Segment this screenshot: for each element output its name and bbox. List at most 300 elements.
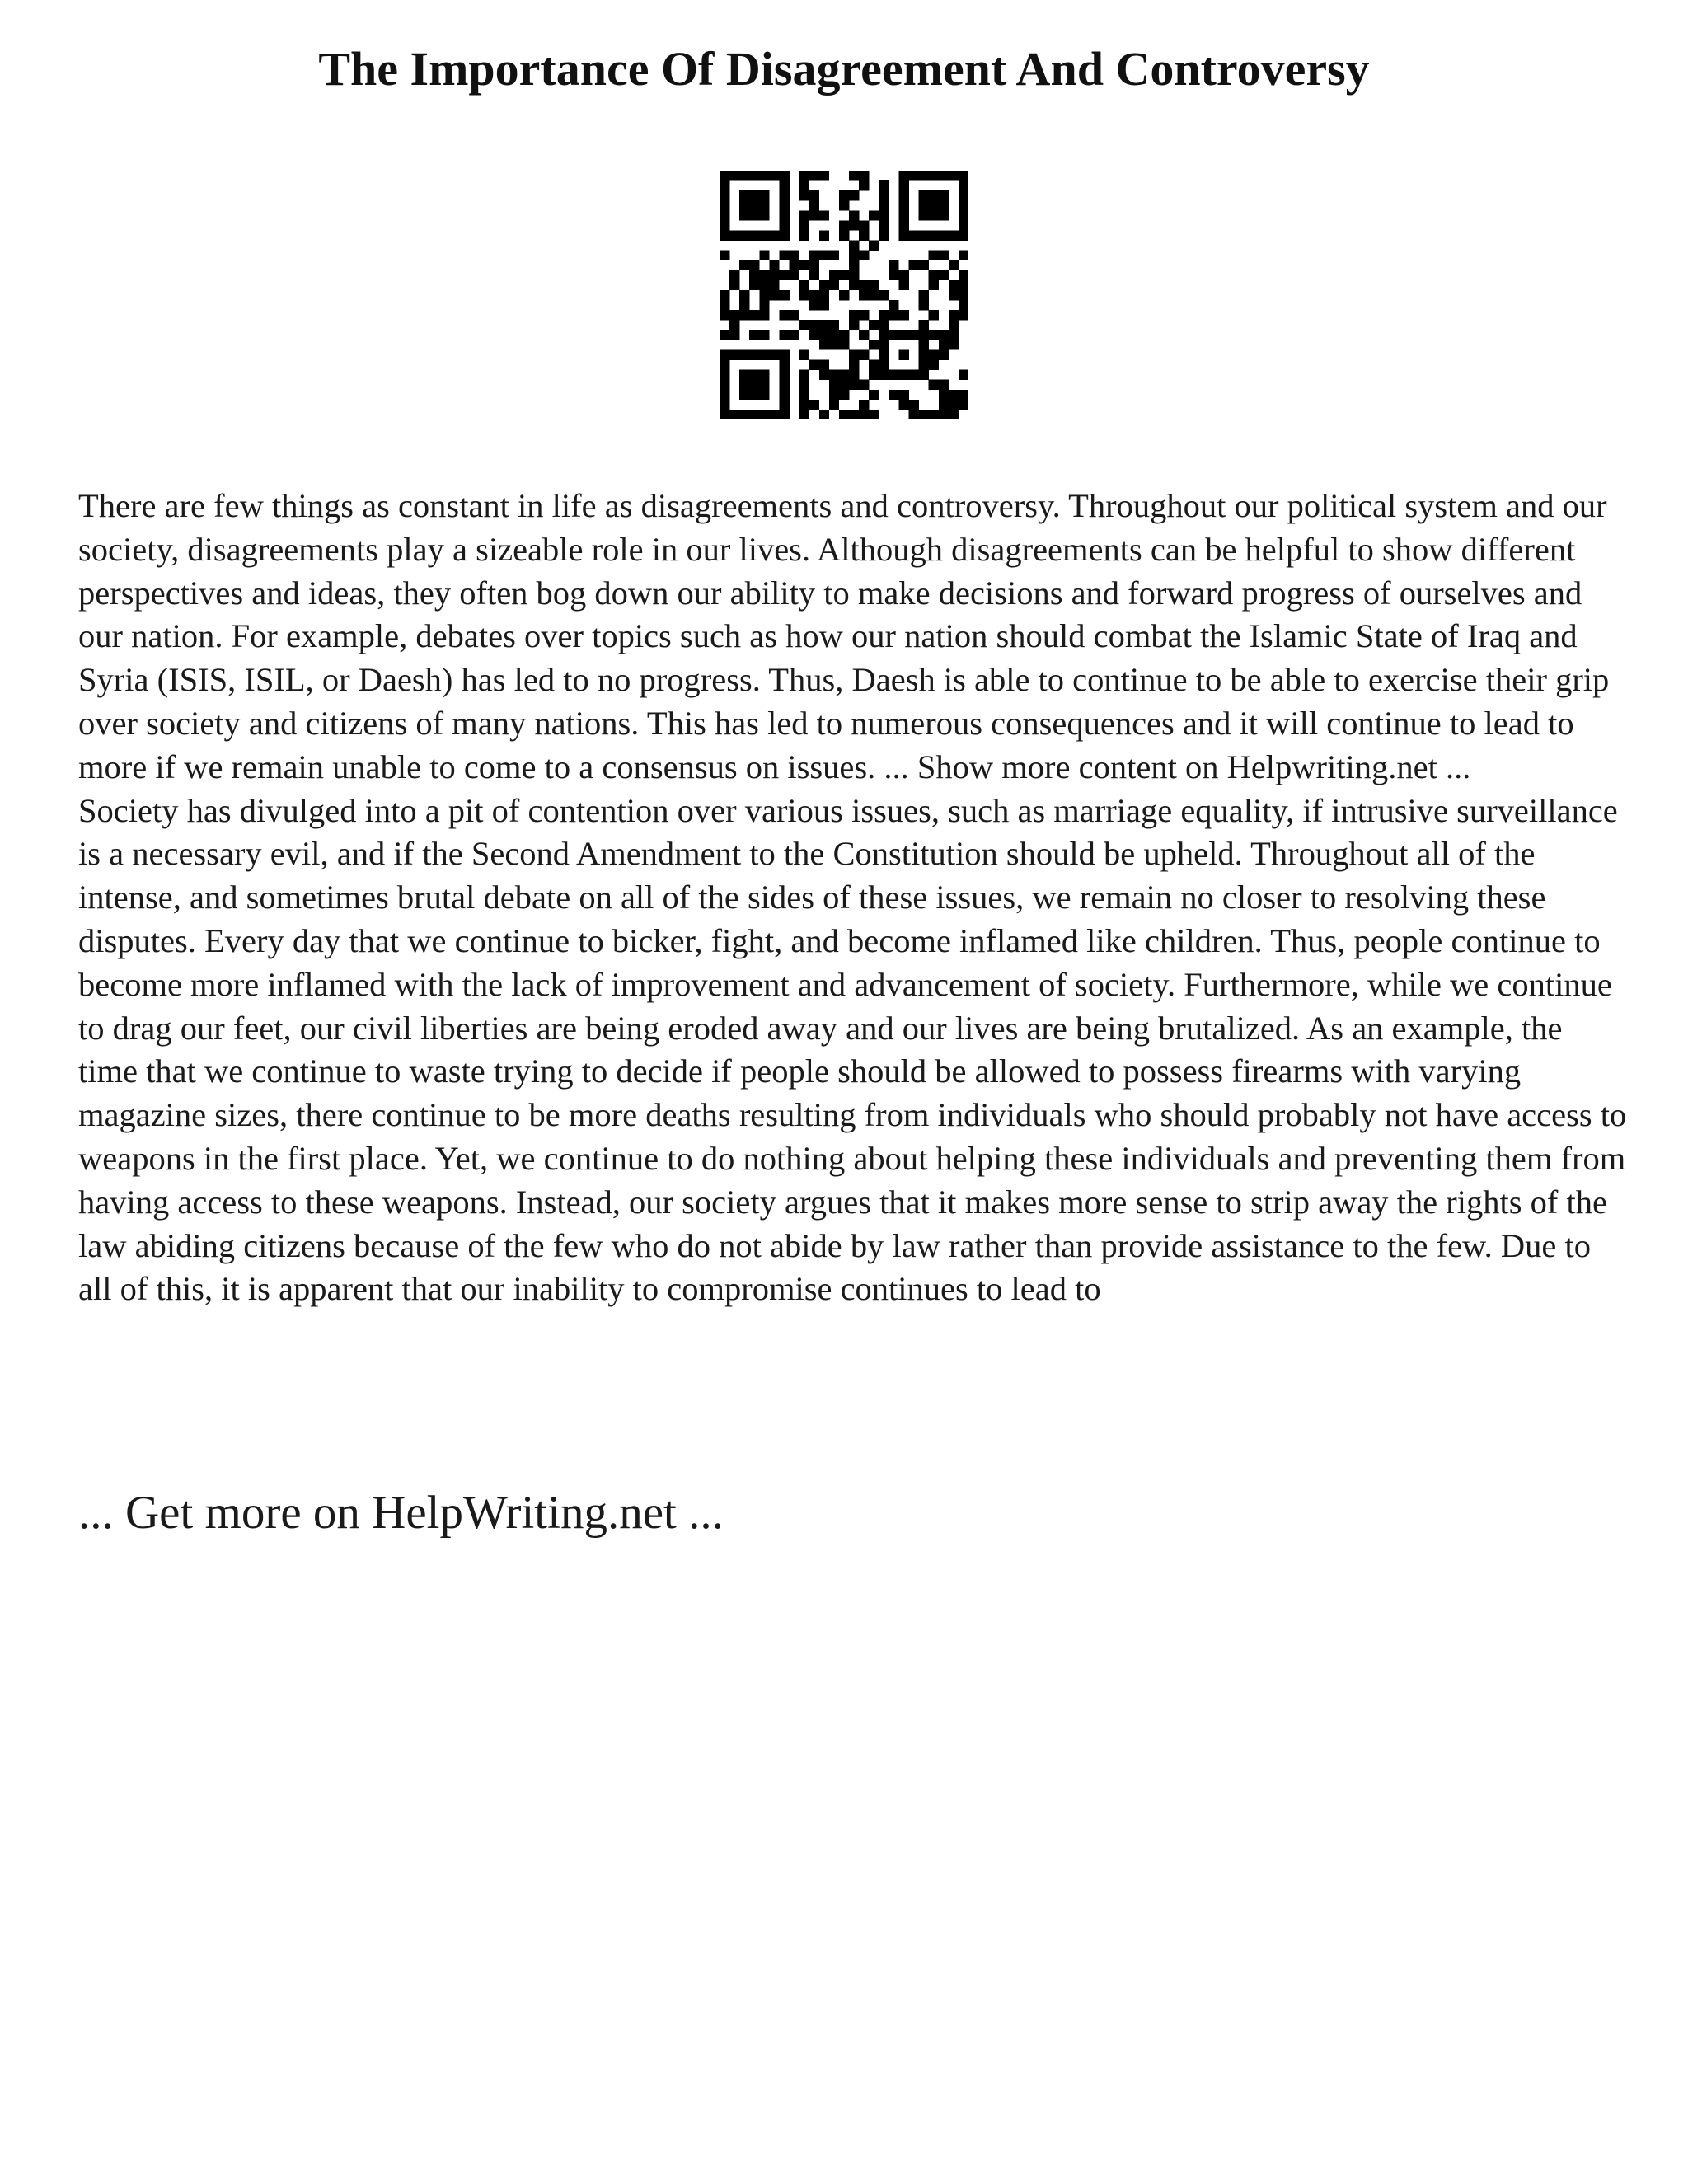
qr-module xyxy=(939,349,949,359)
qr-module xyxy=(809,190,819,200)
qr-module xyxy=(849,310,859,320)
qr-module xyxy=(779,360,789,370)
qr-module xyxy=(790,330,799,340)
qr-module xyxy=(929,310,939,320)
qr-module xyxy=(759,390,769,400)
qr-module xyxy=(809,251,819,260)
qr-module xyxy=(829,340,839,349)
qr-module xyxy=(859,330,869,340)
qr-module xyxy=(739,190,749,200)
qr-module xyxy=(949,171,959,180)
qr-module xyxy=(879,220,889,230)
qr-module xyxy=(869,241,879,251)
qr-module xyxy=(759,370,769,380)
qr-module xyxy=(720,200,729,210)
qr-module xyxy=(909,410,919,419)
qr-module xyxy=(898,220,908,230)
qr-module xyxy=(959,180,968,190)
qr-module xyxy=(779,290,789,300)
qr-module xyxy=(819,171,829,180)
qr-module xyxy=(759,210,769,220)
page-title: The Importance Of Disagreement And Controversy xyxy=(318,42,1370,96)
qr-module xyxy=(869,410,879,419)
qr-module xyxy=(720,380,729,390)
qr-module xyxy=(809,320,819,330)
qr-module xyxy=(769,270,779,280)
qr-module xyxy=(739,390,749,400)
qr-module xyxy=(739,230,749,240)
article-paragraph-2: Society has divulged into a pit of contention over various issues, such as marriage equality, if intrusive surveillance is a necessary evil, and if the Second Amendment to the Constitution should be upheld. Throughout all of the intense, and sometimes brutal debate on all of the sides of these issues, we remain no closer to resolving these disputes. Every day that we continue to bicker, fight, and become inflamed like children. Thus, people continue to become more inflamed with the lack of improvement and advancement of society. Furthermore, while we continue to drag our feet, our civil liberties are being eroded away and our lives are being brutalized. As an example, the time that we continue to waste trying to decide if people should be allowed to possess firearms with varying magazine sizes, there continue to be more deaths resulting from individuals who should probably not have access to weapons in the first place. Yet, we continue to do nothing about helping these individuals and preventing them from having access to these weapons. Instead, our society argues that it makes more sense to strip away the rights of the law abiding citizens because of the few who do not abide by law rather than provide assistance to the few. Due to all of this, it is apparent that our inability to compromise continues to lead to xyxy=(78,791,1627,1308)
qr-module xyxy=(959,300,968,310)
qr-module xyxy=(829,280,839,290)
qr-module xyxy=(939,210,949,220)
qr-module xyxy=(769,290,779,300)
qr-module xyxy=(919,349,929,359)
qr-module xyxy=(919,171,929,180)
qr-module xyxy=(759,410,769,419)
qr-module xyxy=(779,390,789,400)
qr-module xyxy=(898,210,908,220)
qr-module xyxy=(839,190,849,200)
qr-module xyxy=(799,190,809,200)
qr-module xyxy=(889,330,898,340)
qr-module xyxy=(779,200,789,210)
qr-module xyxy=(898,349,908,359)
qr-module xyxy=(809,300,819,310)
qr-module xyxy=(889,390,898,400)
qr-module xyxy=(729,330,739,340)
qr-module xyxy=(779,220,789,230)
qr-module xyxy=(779,380,789,390)
qr-module xyxy=(759,230,769,240)
qr-module xyxy=(849,349,859,359)
qr-module xyxy=(919,200,929,210)
qr-module xyxy=(729,171,739,180)
qr-module xyxy=(829,390,839,400)
qr-module xyxy=(769,260,779,270)
qr-module xyxy=(929,210,939,220)
qr-module xyxy=(720,220,729,230)
qr-module xyxy=(939,230,949,240)
qr-module xyxy=(829,370,839,380)
qr-module xyxy=(959,270,968,280)
qr-module xyxy=(849,260,859,270)
qr-module xyxy=(720,330,729,340)
qr-module xyxy=(879,320,889,330)
qr-module xyxy=(959,310,968,320)
qr-module xyxy=(790,310,799,320)
qr-module xyxy=(749,270,759,280)
qr-module xyxy=(849,190,859,200)
qr-module xyxy=(949,390,959,400)
qr-module xyxy=(919,290,929,300)
qr-module xyxy=(898,390,908,400)
qr-module xyxy=(790,260,799,270)
qr-module xyxy=(889,260,898,270)
qr-module xyxy=(949,260,959,270)
qr-module xyxy=(949,410,959,419)
qr-module xyxy=(720,410,729,419)
qr-module xyxy=(749,380,759,390)
qr-module xyxy=(939,171,949,180)
qr-module xyxy=(799,320,809,330)
qr-module xyxy=(720,300,729,310)
qr-module xyxy=(949,340,959,349)
qr-module xyxy=(739,349,749,359)
qr-module xyxy=(919,230,929,240)
qr-module xyxy=(929,190,939,200)
qr-module xyxy=(769,171,779,180)
qr-module xyxy=(959,390,968,400)
qr-module xyxy=(749,200,759,210)
qr-module xyxy=(939,400,949,410)
qr-module xyxy=(959,200,968,210)
qr-module xyxy=(720,230,729,240)
qr-module xyxy=(898,190,908,200)
qr-module xyxy=(809,171,819,180)
qr-module xyxy=(720,251,729,260)
qr-module xyxy=(859,349,869,359)
qr-module xyxy=(849,220,859,230)
article-paragraph-1: There are few things as constant in life as disagreements and controversy. Throughout our political system and our society, disagreements play a sizeable role in our lives. Although disagreements can be helpful to show different perspectives and ideas, they often bog down our ability to make decisions and forward progress of ourselves and our nation. For example, debates over topics such as how our nation should combat the Islamic State of Iraq and Syria (ISIS, ISIL, or Daesh) has led to no progress. Thus, Daesh is able to continue to be able to exercise their grip over society and citizens of many nations. This has led to numerous consequences and it will continue to lead to more if we remain unable to come to a consensus on issues. ... Show more content on Helpwriting.net ... xyxy=(78,487,1610,785)
qr-module xyxy=(898,370,908,380)
qr-module xyxy=(949,320,959,330)
qr-module xyxy=(720,349,729,359)
qr-module xyxy=(779,370,789,380)
qr-module xyxy=(959,370,968,380)
qr-module xyxy=(929,380,939,390)
qr-module xyxy=(819,230,829,240)
qr-module xyxy=(919,370,929,380)
qr-module xyxy=(959,171,968,180)
qr-module xyxy=(889,300,898,310)
qr-module xyxy=(809,260,819,270)
qr-module xyxy=(749,370,759,380)
qr-module xyxy=(720,390,729,400)
qr-module xyxy=(869,320,879,330)
qr-module xyxy=(898,230,908,240)
qr-module xyxy=(759,290,769,300)
qr-module xyxy=(849,410,859,419)
qr-module xyxy=(919,190,929,200)
qr-module xyxy=(859,290,869,300)
qr-module xyxy=(909,171,919,180)
qr-module xyxy=(729,230,739,240)
qr-module xyxy=(929,270,939,280)
qr-module xyxy=(879,230,889,240)
qr-module xyxy=(909,330,919,340)
qr-module xyxy=(759,330,769,340)
qr-module xyxy=(879,310,889,320)
qr-module xyxy=(949,290,959,300)
qr-module xyxy=(859,171,869,180)
qr-module xyxy=(879,190,889,200)
qr-module xyxy=(929,280,939,290)
qr-module xyxy=(839,230,849,240)
qr-module xyxy=(919,360,929,370)
qr-module xyxy=(749,280,759,290)
qr-module xyxy=(809,360,819,370)
qr-module xyxy=(959,280,968,290)
qr-module xyxy=(939,380,949,390)
qr-module xyxy=(739,370,749,380)
qr-module xyxy=(859,400,869,410)
qr-module xyxy=(759,200,769,210)
qr-module xyxy=(799,410,809,419)
qr-module xyxy=(819,330,829,340)
qr-module xyxy=(839,390,849,400)
qr-module xyxy=(869,360,879,370)
qr-module xyxy=(959,210,968,220)
qr-module xyxy=(799,171,809,180)
qr-module xyxy=(959,220,968,230)
qr-module xyxy=(839,200,849,210)
qr-module xyxy=(849,270,859,280)
qr-module xyxy=(879,370,889,380)
qr-module xyxy=(759,171,769,180)
qr-module xyxy=(739,290,749,300)
qr-module xyxy=(779,171,789,180)
qr-module xyxy=(939,200,949,210)
qr-module xyxy=(959,400,968,410)
qr-module xyxy=(779,251,789,260)
qr-module xyxy=(909,260,919,270)
qr-module xyxy=(819,290,829,300)
qr-module xyxy=(898,270,908,280)
qr-module xyxy=(959,290,968,300)
qr-module xyxy=(729,270,739,280)
qr-module xyxy=(959,230,968,240)
qr-module xyxy=(799,180,809,190)
qr-module xyxy=(869,290,879,300)
qr-module xyxy=(859,180,869,190)
qr-module xyxy=(949,230,959,240)
qr-code-icon xyxy=(720,171,968,419)
qr-module xyxy=(759,190,769,200)
qr-module xyxy=(889,270,898,280)
qr-module xyxy=(809,200,819,210)
qr-module xyxy=(839,270,849,280)
qr-module xyxy=(779,349,789,359)
qr-module xyxy=(779,330,789,340)
qr-module xyxy=(879,330,889,340)
qr-module xyxy=(819,210,829,220)
qr-module xyxy=(859,220,869,230)
qr-module xyxy=(779,270,789,280)
qr-module xyxy=(759,349,769,359)
qr-module xyxy=(859,410,869,419)
qr-module xyxy=(720,360,729,370)
qr-module xyxy=(869,390,879,400)
qr-module xyxy=(919,260,929,270)
qr-module xyxy=(869,340,879,349)
qr-module xyxy=(919,210,929,220)
qr-module xyxy=(769,349,779,359)
qr-module xyxy=(898,180,908,190)
qr-module xyxy=(919,300,929,310)
qr-module xyxy=(929,330,939,340)
qr-module xyxy=(819,320,829,330)
qr-module xyxy=(929,410,939,419)
qr-module xyxy=(879,180,889,190)
qr-module xyxy=(939,330,949,340)
qr-module xyxy=(819,280,829,290)
qr-module xyxy=(809,400,819,410)
qr-module xyxy=(869,280,879,290)
qr-module xyxy=(749,190,759,200)
qr-module xyxy=(779,180,789,190)
qr-module xyxy=(749,310,759,320)
qr-module xyxy=(859,310,869,320)
qr-module xyxy=(919,410,929,419)
qr-module xyxy=(849,241,859,251)
qr-module xyxy=(929,349,939,359)
get-more-link[interactable]: ... Get more on HelpWriting.net ... xyxy=(78,1487,724,1539)
qr-module xyxy=(759,380,769,390)
qr-module xyxy=(799,230,809,240)
qr-module xyxy=(819,360,829,370)
qr-module xyxy=(729,349,739,359)
qr-module xyxy=(720,370,729,380)
qr-module xyxy=(898,200,908,210)
qr-module xyxy=(919,320,929,330)
qr-module xyxy=(829,270,839,280)
qr-module xyxy=(799,280,809,290)
qr-module xyxy=(749,330,759,340)
qr-module xyxy=(939,410,949,419)
qr-module xyxy=(739,310,749,320)
qr-module xyxy=(749,230,759,240)
qr-module xyxy=(939,251,949,260)
qr-module xyxy=(799,400,809,410)
qr-module xyxy=(879,290,889,300)
article-body xyxy=(78,485,1628,1311)
qr-module xyxy=(749,210,759,220)
qr-module xyxy=(829,251,839,260)
qr-module xyxy=(898,171,908,180)
qr-module xyxy=(849,380,859,390)
qr-module xyxy=(739,410,749,419)
qr-module xyxy=(849,320,859,330)
qr-module xyxy=(879,349,889,359)
qr-module xyxy=(739,300,749,310)
qr-module xyxy=(889,310,898,320)
qr-module xyxy=(839,340,849,349)
qr-module xyxy=(720,190,729,200)
qr-module xyxy=(720,171,729,180)
qr-module xyxy=(809,210,819,220)
qr-module xyxy=(909,400,919,410)
qr-module xyxy=(959,190,968,200)
qr-module xyxy=(759,310,769,320)
qr-module xyxy=(939,390,949,400)
qr-module xyxy=(898,310,908,320)
qr-module xyxy=(849,171,859,180)
qr-module xyxy=(749,410,759,419)
qr-module xyxy=(799,210,809,220)
qr-module xyxy=(799,290,809,300)
qr-module xyxy=(749,349,759,359)
qr-module xyxy=(720,290,729,300)
qr-module xyxy=(779,210,789,220)
qr-module xyxy=(909,230,919,240)
qr-module xyxy=(799,260,809,270)
qr-module xyxy=(720,210,729,220)
qr-module xyxy=(799,390,809,400)
qr-module xyxy=(739,380,749,390)
qr-module xyxy=(759,270,769,280)
qr-module xyxy=(849,251,859,260)
qr-module xyxy=(959,251,968,260)
qr-module xyxy=(729,320,739,330)
qr-module xyxy=(729,310,739,320)
qr-module xyxy=(729,280,739,290)
qr-module xyxy=(869,210,879,220)
qr-module xyxy=(879,210,889,220)
qr-module xyxy=(779,310,789,320)
qr-module xyxy=(819,300,829,310)
qr-module xyxy=(769,280,779,290)
qr-module xyxy=(929,171,939,180)
qr-module xyxy=(799,380,809,390)
qr-module xyxy=(739,200,749,210)
qr-module xyxy=(749,260,759,270)
qr-module xyxy=(879,340,889,349)
qr-module xyxy=(759,300,769,310)
qr-module xyxy=(799,349,809,359)
qr-module xyxy=(829,330,839,340)
qr-module xyxy=(869,370,879,380)
qr-module xyxy=(759,280,769,290)
qr-module xyxy=(819,370,829,380)
qr-module xyxy=(879,200,889,210)
qr-code-graphic xyxy=(720,171,968,419)
qr-module xyxy=(829,380,839,390)
qr-module xyxy=(739,210,749,220)
qr-module xyxy=(779,410,789,419)
qr-module xyxy=(799,220,809,230)
qr-module xyxy=(749,390,759,400)
qr-module xyxy=(859,380,869,390)
qr-module xyxy=(898,400,908,410)
qr-module xyxy=(720,400,729,410)
qr-module xyxy=(839,330,849,340)
qr-module xyxy=(939,270,949,280)
qr-module xyxy=(949,280,959,290)
qr-module xyxy=(849,370,859,380)
qr-module xyxy=(909,370,919,380)
qr-module xyxy=(859,280,869,290)
qr-module xyxy=(739,171,749,180)
qr-module xyxy=(849,210,859,220)
qr-module xyxy=(898,330,908,340)
qr-module xyxy=(839,290,849,300)
qr-module xyxy=(769,410,779,419)
qr-module xyxy=(849,280,859,290)
qr-module xyxy=(779,190,789,200)
qr-module xyxy=(939,340,949,349)
qr-module xyxy=(919,340,929,349)
qr-module xyxy=(739,260,749,270)
qr-module xyxy=(720,180,729,190)
qr-module xyxy=(898,280,908,290)
qr-module xyxy=(949,310,959,320)
qr-module xyxy=(929,200,939,210)
qr-module xyxy=(859,230,869,240)
qr-module xyxy=(769,230,779,240)
qr-module xyxy=(729,410,739,419)
qr-module xyxy=(790,270,799,280)
